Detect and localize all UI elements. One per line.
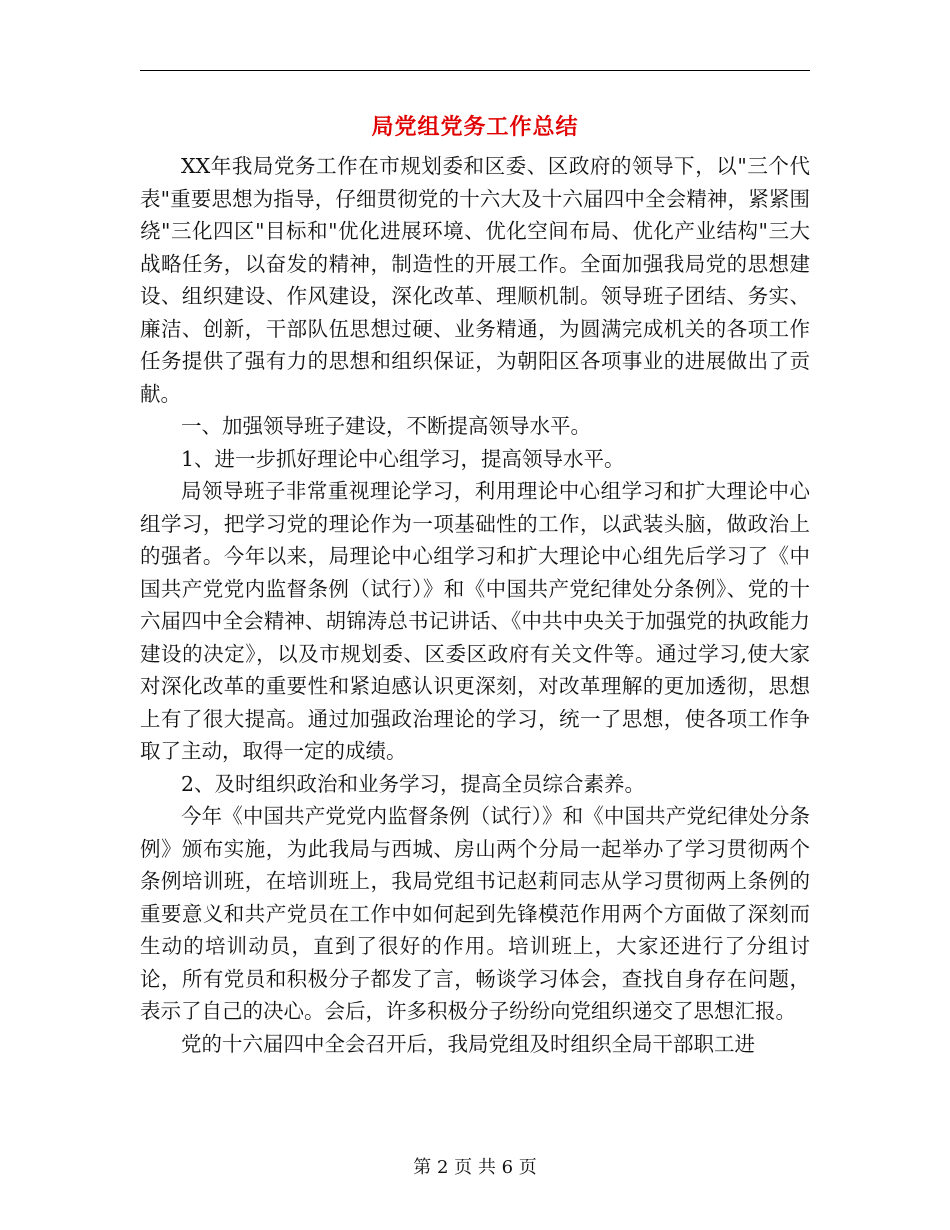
subheading-1: 1、进一步抓好理论中心组学习，提高领导水平。 xyxy=(181,446,625,471)
heading-section-1: 一、加强领导班子建设，不断提高领导水平。 xyxy=(181,414,591,438)
page-footer: 第 2 页 共 6 页 xyxy=(413,1157,537,1178)
header-rule xyxy=(140,70,810,71)
paragraph-training: 今年《中国共产党党内监督条例（试行）》和《中国共产党纪律处分条例》颁布实施，为此我局与西城、房山两个分局一起举办了学习贯彻两个条例培训班，在培训班上，我局党组书记赵莉同志从学习贯彻两上条例的重要意义和共产党员在工作中如何起到先锋模范作用两个方面做了深刻而生动的培训动员，直到了很好的作用。培训班上，大家还进行了分组讨论，所有党员和积极分子都发了言，畅谈学习体会，查找自身存在问题，表示了自己的决心。会后，许多积极分子纷纷向党组织递交了思想汇报。 xyxy=(140,804,810,1023)
paragraph-theory-study: 局领导班子非常重视理论学习，利用理论中心组学习和扩大理论中心组学习，把学习党的理论作为一项基础性的工作，以武装头脑，做政治上的强者。今年以来，局理论中心组学习和扩大理论中心组先后学习了《中国共产党党内监督条例（试行）》和《中国共产党纪律处分条例》、党的十六届四中全会精神、胡锦涛总书记讲话、《中共中央关于加强党的执政能力建设的决定》，以及市规划委、区委区政府有关文件等。通过学习,使大家对深化改革的重要性和紧迫感认识更深刻，对改革理解的更加透彻，思想上有了很大提高。通过加强政治理论的学习，统一了思想，使各项工作争取了主动，取得一定的成绩。 xyxy=(140,479,810,763)
subheading-2: 2、及时组织政治和业务学习，提高全员综合素养。 xyxy=(181,771,646,796)
document-body xyxy=(140,150,810,1060)
paragraph-plenary: 党的十六届四中全会召开后，我局党组及时组织全局干部职工进 xyxy=(181,1031,755,1056)
document-title: 局党组党务工作总结 xyxy=(371,114,579,140)
paragraph-intro: XX年我局党务工作在市规划委和区委、区政府的领导下，以"三个代表"重要思想为指导，仔细贯彻党的十六大及十六届四中全会精神，紧紧围绕"三化四区"目标和"优化进展环境、优化空间布局、优化产业结构"三大战略任务，以奋发的精神，制造性的开展工作。全面加强我局党的思想建设、组织建设、作风建设，深化改革、理顺机制。领导班子团结、务实、廉洁、创新，干部队伍思想过硬、业务精通，为圆满完成机关的各项工作任务提供了强有力的思想和组织保证，为朝阳区各项事业的进展做出了贡献。 xyxy=(140,154,810,406)
